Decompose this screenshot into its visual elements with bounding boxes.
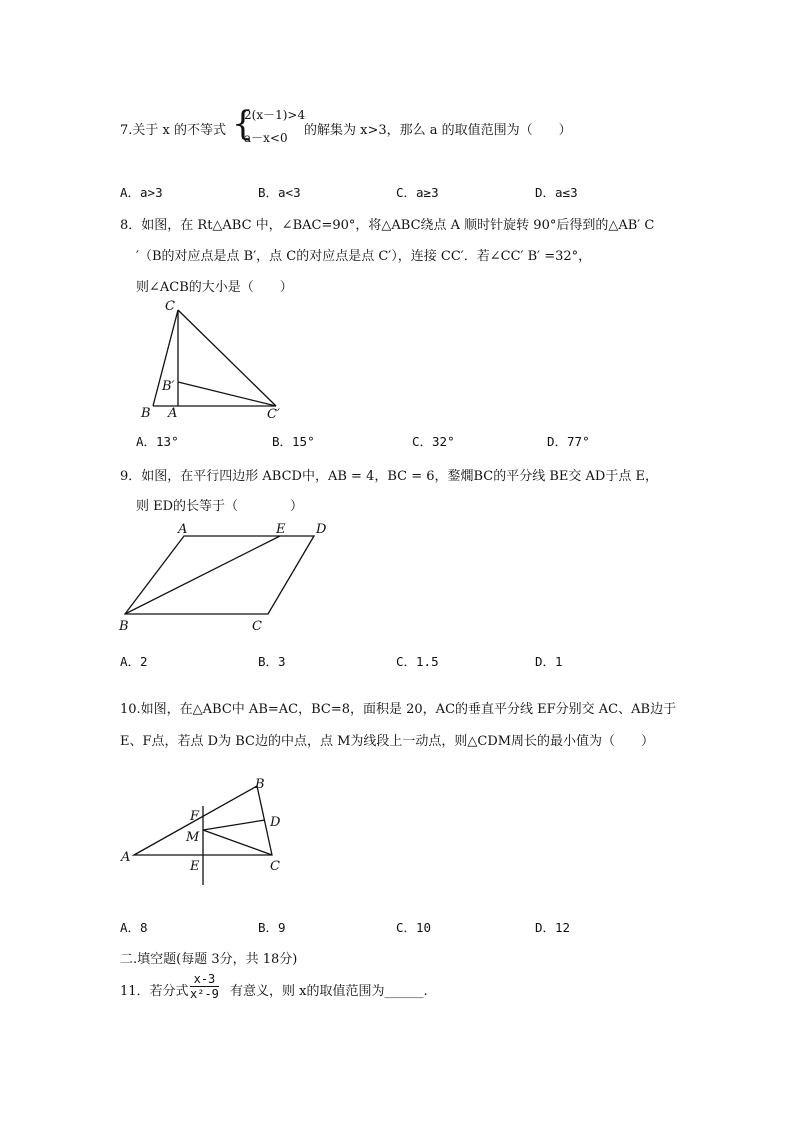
q7-option-c[interactable]: C．a≥3: [396, 185, 439, 200]
q7-option-d[interactable]: D．a≤3: [535, 185, 578, 200]
q8-option-a[interactable]: A．13°: [136, 434, 179, 449]
q7-option-b[interactable]: B．a<3: [258, 185, 301, 200]
q10-stem-line1: 10.如图，在△ABC中 AB=AC，BC=8，面积是 20，AC的垂直平分线 EF分别交 AC、AB边于: [120, 702, 677, 717]
q10-option-c[interactable]: C．10: [396, 920, 432, 935]
q8-label-a: A: [168, 406, 178, 421]
q10-segment-mc: [203, 830, 272, 855]
q10-label-e: E: [190, 859, 200, 874]
q9-stem-line2: 则 ED的长等于（ ）: [136, 499, 304, 514]
q9-label-d: D: [316, 522, 327, 537]
q9-option-b[interactable]: B．3: [258, 654, 286, 669]
q10-label-m: M: [186, 830, 200, 845]
q9-segment-be: [125, 536, 280, 614]
q10-segment-ad: [203, 820, 265, 830]
q8-segment-bpcp: [178, 382, 276, 406]
q10-label-c: C: [270, 859, 280, 874]
q9-option-c[interactable]: C．1.5: [396, 654, 439, 669]
q9-stem-line1: 9．如图，在平行四边形 ABCD中，AB = 4，BC = 6，鍪燗BC的平分线 BE交 AD于点 E，: [120, 469, 658, 484]
q8-stem-line3: 则∠ACB的大小是（ ）: [136, 280, 293, 295]
q8-figure: [130, 296, 300, 421]
q9-label-b: B: [119, 619, 129, 634]
q7-stem-suffix: 的解集为 x>3，那么 a 的取值范围为（ ）: [304, 123, 572, 138]
q7-system-line2: a－x<0: [244, 131, 288, 145]
q11-stem-prefix: 11．若分式: [120, 984, 189, 999]
q10-stem-line2: E、F点，若点 D为 BC边的中点，点 M为线段上一动点，则△CDM周长的最小值为（ ）: [120, 734, 655, 749]
q9-label-e: E: [276, 522, 286, 537]
q11-numerator: x-3: [190, 972, 219, 987]
q8-option-c[interactable]: C．32°: [412, 434, 455, 449]
q9-figure: [110, 522, 340, 637]
q9-label-c: C: [252, 619, 262, 634]
q10-label-d: D: [270, 815, 281, 830]
section-heading-fill-in: 二.填空题(每题 3分，共 18分): [120, 952, 298, 967]
q8-label-c: C: [165, 299, 175, 314]
q10-option-d[interactable]: D．12: [535, 920, 571, 935]
q7-system-line1: 2(x－1)>4: [244, 108, 306, 122]
q7-option-a[interactable]: A．a>3: [120, 185, 163, 200]
q9-label-a: A: [178, 522, 188, 537]
q7-stem-prefix: 7.关于 x 的不等式: [120, 123, 226, 138]
q10-label-a: A: [121, 850, 131, 865]
q10-label-b: B: [255, 777, 265, 792]
q11-denominator: x²-9: [190, 987, 219, 1001]
q8-label-cprime: C′: [267, 407, 280, 421]
q8-option-b[interactable]: B．15°: [272, 434, 315, 449]
q10-figure: [115, 772, 300, 890]
q8-stem-line2: ′（B的对应点是点 B′，点 C的对应点是点 C′），连接 CC′．若∠CC′ B′ =32°，: [136, 249, 592, 264]
q9-parallelogram: [125, 536, 314, 614]
q10-label-f: F: [190, 809, 200, 824]
q11-stem-suffix: 有意义，则 x的取值范围为______.: [230, 984, 428, 999]
q10-option-b[interactable]: B．9: [258, 920, 286, 935]
q8-stem-line1: 8．如图，在 Rt△ABC 中，∠BAC=90°，将△ABC绕点 A 顺时针旋转 90°后得到的△AB′ C: [120, 218, 655, 233]
q7-system-brace: {: [232, 104, 254, 144]
q8-segment-ccp: [178, 310, 276, 406]
q10-option-a[interactable]: A．8: [120, 920, 148, 935]
q9-option-a[interactable]: A．2: [120, 654, 148, 669]
q8-label-bprime: B′: [162, 379, 175, 394]
q8-option-d[interactable]: D．77°: [547, 434, 590, 449]
q11-fraction: [190, 972, 219, 1001]
q8-label-b: B: [141, 406, 151, 421]
q9-option-d[interactable]: D．1: [535, 654, 563, 669]
